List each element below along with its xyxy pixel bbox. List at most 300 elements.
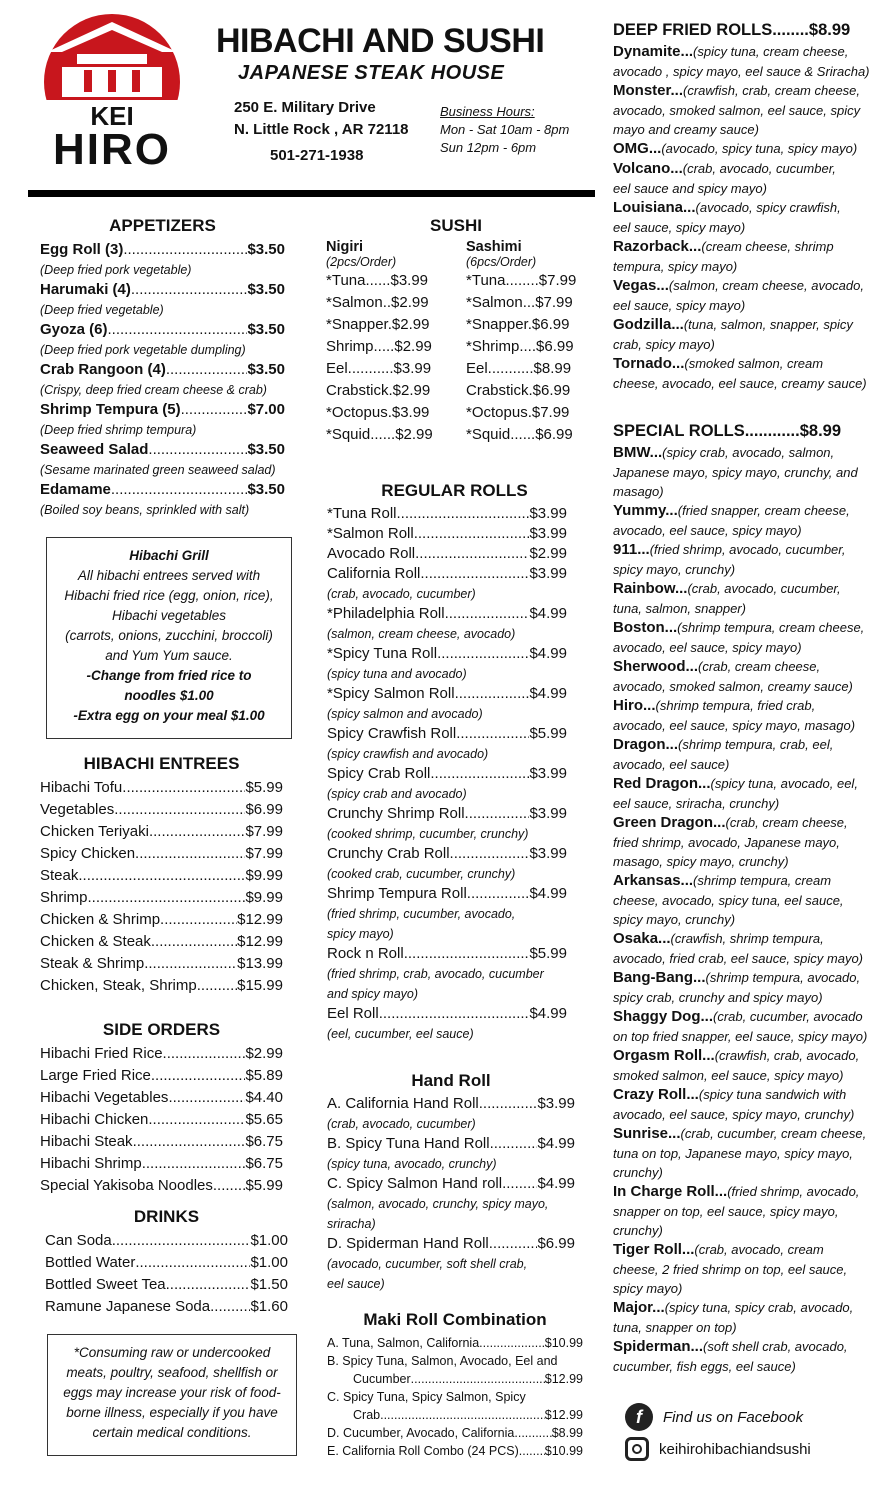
special-roll xyxy=(613,1124,881,1144)
sushi-row xyxy=(326,336,586,358)
drink-item-price: $1.00 xyxy=(250,1254,288,1271)
nigiri-item: Eel...........$3.99 xyxy=(326,360,432,377)
special-roll xyxy=(613,540,881,560)
special-roll-desc-line: avocado, eel sauce, spicy mayo, crunchy) xyxy=(613,1107,855,1122)
deep-fried-roll xyxy=(613,237,878,257)
regular-roll-item xyxy=(327,944,567,964)
sashimi-item: *Squid......$6.99 xyxy=(466,426,573,443)
appetizer-item-price: $3.50 xyxy=(247,481,285,498)
special-roll-desc-line: cheese, avocado, spicy tuna, eel sauce, xyxy=(613,893,844,908)
special-roll-desc-line: avocado, eel sauce, spicy mayo) xyxy=(613,523,802,538)
drink-item-name: Can Soda xyxy=(45,1232,112,1249)
drinks-section xyxy=(45,1207,288,1318)
regular-roll-item-price: $3.99 xyxy=(529,845,567,862)
regular-rolls-title: REGULAR ROLLS xyxy=(381,481,528,500)
appetizer-item-leader xyxy=(166,360,248,380)
appetizer-item-price: $7.00 xyxy=(247,401,285,418)
hand-roll-title: Hand Roll xyxy=(411,1071,491,1090)
sushi-list xyxy=(326,270,586,446)
appetizer-item-leader xyxy=(108,320,248,340)
appetizer-desc: (Deep fried pork vegetable) xyxy=(40,263,192,277)
entree-item xyxy=(40,909,283,931)
regular-roll-item xyxy=(327,684,567,704)
special-roll-desc-line: avocado, smoked salmon, creamy sauce) xyxy=(613,679,853,694)
entree-item-leader xyxy=(122,777,245,799)
hand-roll-item-price: $6.99 xyxy=(537,1235,575,1252)
special-roll-desc-line: snapper on top, eel sauce, spicy mayo, xyxy=(613,1204,839,1219)
nigiri-title: Nigiri xyxy=(326,239,364,255)
special-roll-desc: (shrimp tempura, fried crab, xyxy=(655,698,816,713)
side-item xyxy=(40,1087,283,1109)
drink-item xyxy=(45,1252,288,1274)
deep-fried-roll-desc-line: eel sauce, spicy mayo) xyxy=(613,220,746,235)
side-item-price: $2.99 xyxy=(245,1045,283,1062)
special-roll-desc-line: masago, spicy mayo, crunchy) xyxy=(613,854,789,869)
special-roll-name: Dragon... xyxy=(613,736,679,753)
side-item xyxy=(40,1065,283,1087)
regular-roll-item-leader xyxy=(456,724,529,744)
special-roll-name: Red Dragon... xyxy=(613,775,711,792)
drink-item-price: $1.50 xyxy=(250,1276,288,1293)
regular-roll-item-name: *Salmon Roll xyxy=(327,525,414,542)
nigiri-item: *Tuna......$3.99 xyxy=(326,272,429,289)
hand-roll-desc: (crab, avocado, cucumber) xyxy=(327,1117,476,1131)
deep-fried-list xyxy=(613,42,878,393)
side-item-price: $5.99 xyxy=(245,1177,283,1194)
special-roll-desc-line: Japanese mayo, spicy mayo, crunchy, and xyxy=(613,465,858,480)
warning-line2: meats, poultry, seafood, shellfish or xyxy=(66,1365,278,1380)
appetizer-item-name: Crab Rangoon (4) xyxy=(40,361,166,378)
regular-roll-item-leader xyxy=(414,524,530,544)
hand-roll-item-leader xyxy=(489,1234,538,1254)
drink-item xyxy=(45,1230,288,1252)
special-roll-desc-line: spicy mayo, crunchy) xyxy=(613,562,736,577)
entree-item-price: $7.99 xyxy=(245,823,283,840)
special-roll-desc-line: spicy crab, crunchy and spicy mayo) xyxy=(613,990,823,1005)
regular-roll-item-name: Rock n Roll xyxy=(327,945,404,962)
appetizer-item-leader xyxy=(181,400,248,420)
maki-option-c-line1: C. Spicy Tuna, Spicy Salmon, Spicy xyxy=(327,1390,526,1404)
special-roll-desc-line: tuna, salmon, snapper) xyxy=(613,601,746,616)
regular-roll-item-name: Crunchy Shrimp Roll xyxy=(327,805,465,822)
special-roll-desc: (crawfish, shrimp tempura, xyxy=(670,931,824,946)
hibachi-grill-line8: -Extra egg on your meal $1.00 xyxy=(73,708,265,723)
hand-roll-item xyxy=(327,1134,575,1154)
deep-fried-roll-desc: (crab, avocado, cucumber, xyxy=(682,161,836,176)
regular-roll-item-price: $5.99 xyxy=(529,945,567,962)
sushi-row xyxy=(326,424,586,446)
appetizers-section xyxy=(40,216,285,520)
nigiri-item: *Salmon..$2.99 xyxy=(326,294,429,311)
sashimi-item: *Shrimp....$6.99 xyxy=(466,338,574,355)
entree-item-price: $7.99 xyxy=(245,845,283,862)
entree-item xyxy=(40,953,283,975)
appetizer-item xyxy=(40,240,285,260)
special-roll-desc: (shrimp tempura, cream cheese, xyxy=(677,620,865,635)
appetizer-item-price: $3.50 xyxy=(247,441,285,458)
side-item-leader xyxy=(163,1043,246,1065)
special-roll-name: Yummy... xyxy=(613,502,678,519)
hand-roll-desc: (salmon, avocado, crunchy, spicy mayo, xyxy=(327,1197,549,1211)
nigiri-item: Shrimp.....$2.99 xyxy=(326,338,432,355)
regular-roll-item xyxy=(327,1004,567,1024)
drink-item-leader xyxy=(112,1230,251,1252)
deep-fried-rolls-section xyxy=(613,22,878,393)
special-roll-name: Arkansas... xyxy=(613,872,694,889)
side-item-leader xyxy=(142,1153,246,1175)
entree-item xyxy=(40,821,283,843)
entree-item xyxy=(40,887,283,909)
regular-roll-item xyxy=(327,844,567,864)
regular-roll-item-leader xyxy=(445,604,530,624)
sashimi-item: Eel...........$8.99 xyxy=(466,360,572,377)
special-roll-desc-line: masago) xyxy=(613,484,664,499)
hand-roll-item-name: C. Spicy Salmon Hand roll xyxy=(327,1175,503,1192)
special-roll-name: 911... xyxy=(613,541,650,558)
regular-roll-desc: (spicy salmon and avocado) xyxy=(327,707,483,721)
special-roll-desc-line: tuna, snapper on top) xyxy=(613,1320,737,1335)
sashimi-item: *Snapper.$6.99 xyxy=(466,316,570,333)
side-orders-section xyxy=(40,1020,283,1197)
special-roll xyxy=(613,696,881,716)
warning-line5: certain medical conditions. xyxy=(92,1425,252,1440)
drink-item-name: Bottled Sweet Tea xyxy=(45,1276,166,1293)
special-roll-desc-line: smoked salmon, eel sauce, spicy mayo) xyxy=(613,1068,844,1083)
regular-roll-item-name: Shrimp Tempura Roll xyxy=(327,885,467,902)
special-roll-desc: (crab, avocado, cucumber, xyxy=(687,581,841,596)
deep-fried-roll-name: Dynamite... xyxy=(613,43,694,60)
entree-item-name: Vegetables xyxy=(40,801,115,818)
special-roll-desc: (spicy tuna, spicy crab, avocado, xyxy=(664,1300,854,1315)
regular-roll-item-price: $3.99 xyxy=(529,505,567,522)
hand-roll-desc: (avocado, cucumber, soft shell crab, xyxy=(327,1257,528,1271)
regular-roll-item-leader xyxy=(404,944,530,964)
special-roll-desc-line: avocado, eel sauce, spicy mayo) xyxy=(613,640,802,655)
special-roll xyxy=(613,1182,881,1202)
side-orders-title: SIDE ORDERS xyxy=(102,1020,221,1039)
hand-roll-desc: sriracha) xyxy=(327,1217,376,1231)
appetizer-item xyxy=(40,360,285,380)
warning-line1: *Consuming raw or undercooked xyxy=(73,1345,271,1360)
deep-fried-roll-desc-line: eel sauce and spicy mayo) xyxy=(613,181,767,196)
special-roll-desc-line: cucumber, fish eggs, eel sauce) xyxy=(613,1359,796,1374)
entree-item-name: Chicken & Shrimp xyxy=(40,911,161,928)
regular-roll-item-price: $2.99 xyxy=(529,545,567,562)
special-roll-desc-line: crunchy) xyxy=(613,1223,663,1238)
regular-roll-item xyxy=(327,764,567,784)
regular-roll-item-leader xyxy=(430,764,529,784)
special-roll-desc: (crawfish, crab, avocado, xyxy=(714,1048,860,1063)
deep-fried-roll-name: Monster... xyxy=(613,82,684,99)
regular-roll-desc: and spicy mayo) xyxy=(327,987,419,1001)
deep-fried-roll xyxy=(613,354,878,374)
sushi-row xyxy=(326,270,586,292)
regular-roll-item xyxy=(327,604,567,624)
sushi-row xyxy=(326,358,586,380)
entree-item-leader xyxy=(114,799,245,821)
deep-fried-roll-name: Tornado... xyxy=(613,355,685,372)
drink-item xyxy=(45,1296,288,1318)
entree-item-name: Steak xyxy=(40,867,79,884)
regular-roll-item-price: $3.99 xyxy=(529,805,567,822)
appetizer-item-leader xyxy=(111,480,248,500)
entree-item-price: $9.99 xyxy=(245,889,283,906)
side-item-price: $6.75 xyxy=(245,1155,283,1172)
special-roll-name: Spiderman... xyxy=(613,1338,704,1355)
side-item-name: Hibachi Chicken xyxy=(40,1111,149,1128)
regular-roll-item-name: Spicy Crab Roll xyxy=(327,765,431,782)
hibachi-grill-line6: -Change from fried rice to xyxy=(86,668,252,683)
entree-item-name: Chicken Teriyaki xyxy=(40,823,149,840)
nigiri-item: Crabstick.$2.99 xyxy=(326,382,431,399)
instagram-link[interactable] xyxy=(625,1437,875,1461)
nigiri-item: *Snapper.$2.99 xyxy=(326,316,430,333)
hibachi-grill-line4: (carrots, onions, zucchini, broccoli) xyxy=(65,628,273,643)
warning-line4: borne illness, especially if you have xyxy=(66,1405,278,1420)
regular-roll-desc: (spicy crawfish and avocado) xyxy=(327,747,489,761)
regular-roll-item-price: $4.99 xyxy=(529,685,567,702)
special-roll-name: Boston... xyxy=(613,619,678,636)
special-roll xyxy=(613,657,881,677)
regular-roll-item xyxy=(327,724,567,744)
special-roll xyxy=(613,871,881,891)
regular-roll-item-leader xyxy=(379,1004,530,1024)
maki-title: Maki Roll Combination xyxy=(363,1310,547,1329)
maki-option-a: A. Tuna, Salmon, California ..... $10.99 xyxy=(327,1334,583,1352)
deep-fried-roll-name: OMG... xyxy=(613,140,662,157)
hours-title: Business Hours: xyxy=(440,104,535,119)
regular-roll-item-price: $3.99 xyxy=(529,565,567,582)
sushi-subheadings xyxy=(326,255,586,269)
regular-roll-desc: (cooked shrimp, cucumber, crunchy) xyxy=(327,827,529,841)
hand-roll-desc: eel sauce) xyxy=(327,1277,385,1291)
regular-roll-item-leader xyxy=(396,504,529,524)
regular-roll-item xyxy=(327,804,567,824)
special-roll-desc: (fried shrimp, avocado, cucumber, xyxy=(649,542,846,557)
special-roll-name: Orgasm Roll... xyxy=(613,1047,715,1064)
side-item-price: $5.89 xyxy=(245,1067,283,1084)
side-orders-list xyxy=(40,1043,283,1197)
hand-roll-item-price: $3.99 xyxy=(537,1095,575,1112)
side-item xyxy=(40,1153,283,1175)
special-roll xyxy=(613,735,881,755)
regular-roll-item xyxy=(327,564,567,584)
special-roll-name: Bang-Bang... xyxy=(613,969,706,986)
facebook-icon: f xyxy=(625,1403,653,1431)
regular-roll-item xyxy=(327,644,567,664)
side-item-leader xyxy=(148,1109,245,1131)
deep-fried-roll-desc: (cream cheese, shrimp xyxy=(701,239,834,254)
special-roll xyxy=(613,579,881,599)
entree-item-leader xyxy=(135,843,245,865)
deep-fried-roll-desc: (avocado, spicy tuna, spicy mayo) xyxy=(661,141,858,156)
special-roll-desc: (crab, cucumber, cream cheese, xyxy=(680,1126,867,1141)
drink-item-leader xyxy=(135,1252,250,1274)
phone-number: 501-271-1938 xyxy=(270,147,364,164)
special-roll-name: Sunrise... xyxy=(613,1125,681,1142)
appetizer-item xyxy=(40,280,285,300)
special-roll xyxy=(613,1240,881,1260)
deep-fried-roll-name: Louisiana... xyxy=(613,199,696,216)
special-roll-name: Tiger Roll... xyxy=(613,1241,695,1258)
special-roll xyxy=(613,1007,881,1027)
regular-roll-item-name: *Philadelphia Roll xyxy=(327,605,445,622)
special-roll xyxy=(613,1046,881,1066)
special-roll-desc: (spicy tuna, avocado, eel, xyxy=(710,776,858,791)
restaurant-subtitle: JAPANESE STEAK HOUSE xyxy=(238,62,505,84)
special-roll-desc-line: spicy mayo, crunchy) xyxy=(613,912,736,927)
side-item-name: Hibachi Shrimp xyxy=(40,1155,142,1172)
appetizer-item-leader xyxy=(148,440,247,460)
special-roll xyxy=(613,774,881,794)
deep-fried-roll xyxy=(613,198,878,218)
sashimi-item: Crabstick.$6.99 xyxy=(466,382,571,399)
hibachi-grill-line3: Hibachi vegetables xyxy=(111,608,227,623)
sushi-row xyxy=(326,292,586,314)
side-item-name: Large Fried Rice xyxy=(40,1067,151,1084)
hand-roll-item-name: D. Spiderman Hand Roll xyxy=(327,1235,489,1252)
side-item-leader xyxy=(168,1087,245,1109)
deep-fried-roll-desc-line: eel sauce, spicy mayo) xyxy=(613,298,746,313)
hibachi-entrees-title: HIBACHI ENTREES xyxy=(83,754,240,773)
drink-item-leader xyxy=(210,1296,250,1318)
maki-option-e: E. California Roll Combo (24 PCS) ..... $10.99 xyxy=(327,1442,583,1460)
special-roll-name: Osaka... xyxy=(613,930,671,947)
drink-item-price: $1.00 xyxy=(250,1232,288,1249)
sushi-row xyxy=(326,402,586,424)
business-hours xyxy=(440,103,569,157)
regular-roll-item-name: Crunchy Crab Roll xyxy=(327,845,450,862)
entree-item xyxy=(40,931,283,953)
food-safety-warning xyxy=(47,1334,297,1456)
sashimi-subtitle: (6pcs/Order) xyxy=(466,255,537,269)
regular-roll-item xyxy=(327,524,567,544)
regular-roll-item-price: $4.99 xyxy=(529,885,567,902)
regular-roll-item-price: $3.99 xyxy=(529,525,567,542)
appetizer-item-name: Gyoza (6) xyxy=(40,321,108,338)
regular-roll-item-price: $3.99 xyxy=(529,765,567,782)
drinks-title: DRINKS xyxy=(133,1207,200,1226)
appetizer-item xyxy=(40,440,285,460)
deep-fried-roll-desc: (spicy tuna, cream cheese, xyxy=(693,44,849,59)
entree-item-name: Shrimp xyxy=(40,889,88,906)
special-roll xyxy=(613,1085,881,1105)
appetizer-desc: (Boiled soy beans, sprinkled with salt) xyxy=(40,503,250,517)
deep-fried-roll-desc: (crawfish, crab, cream cheese, xyxy=(683,83,861,98)
address xyxy=(234,97,409,141)
appetizer-desc: (Deep fried shrimp tempura) xyxy=(40,423,197,437)
warning-line3: eggs may increase your risk of food- xyxy=(63,1385,281,1400)
regular-roll-item-name: *Spicy Tuna Roll xyxy=(327,645,438,662)
regular-roll-item-leader xyxy=(437,644,529,664)
entree-item-leader xyxy=(197,975,237,997)
drink-item-name: Bottled Water xyxy=(45,1254,136,1271)
sashimi-item: *Salmon...$7.99 xyxy=(466,294,573,311)
entree-item xyxy=(40,843,283,865)
regular-roll-desc: (crab, avocado, cucumber) xyxy=(327,587,476,601)
hibachi-grill-box xyxy=(46,537,292,739)
deep-fried-roll xyxy=(613,276,878,296)
maki-combo-section xyxy=(327,1310,583,1460)
special-roll-desc-line: avocado, eel sauce, spicy mayo, masago) xyxy=(613,718,856,733)
special-roll-name: Major... xyxy=(613,1299,665,1316)
deep-fried-roll xyxy=(613,81,878,101)
hand-roll-item-leader xyxy=(490,1134,538,1154)
special-roll-desc: (crab, cream cheese, xyxy=(698,659,821,674)
deep-fried-roll-desc-line: cheese, avocado, eel sauce, creamy sauce) xyxy=(613,376,867,391)
regular-roll-desc: (eel, cucumber, eel sauce) xyxy=(327,1027,474,1041)
special-roll-desc-line: tuna on top, Japanese mayo, spicy mayo, xyxy=(613,1146,853,1161)
special-roll xyxy=(613,443,881,463)
entree-item-name: Chicken & Steak xyxy=(40,933,151,950)
sushi-title: SUSHI xyxy=(430,216,482,235)
deep-fried-roll xyxy=(613,42,878,62)
special-roll-desc: (shrimp tempura, avocado, xyxy=(705,970,861,985)
regular-roll-desc: (spicy tuna and avocado) xyxy=(327,667,467,681)
appetizer-item-name: Seaweed Salad xyxy=(40,441,149,458)
entree-item-price: $9.99 xyxy=(245,867,283,884)
social-links xyxy=(625,1403,875,1461)
entree-item-leader xyxy=(151,931,237,953)
deep-fried-roll xyxy=(613,139,878,159)
regular-roll-desc: (cooked crab, cucumber, crunchy) xyxy=(327,867,516,881)
hand-roll-item-name: A. California Hand Roll xyxy=(327,1095,479,1112)
hibachi-entrees-list xyxy=(40,777,283,997)
special-roll-desc-line: avocado, fried crab, eel sauce, spicy mayo) xyxy=(613,951,864,966)
appetizer-item-leader xyxy=(123,240,247,260)
appetizer-item-price: $3.50 xyxy=(247,241,285,258)
deep-fried-roll-desc-line: avocado, smoked salmon, eel sauce, spicy xyxy=(613,103,861,118)
regular-roll-item-leader xyxy=(450,844,530,864)
special-roll-desc: (fried snapper, cream cheese, xyxy=(677,503,850,518)
entree-item-leader xyxy=(78,865,245,887)
address-line2: N. Little Rock , AR 72118 xyxy=(234,121,409,138)
regular-roll-desc: (salmon, cream cheese, avocado) xyxy=(327,627,516,641)
appetizer-desc: (Deep fried vegetable) xyxy=(40,303,164,317)
facebook-link[interactable] xyxy=(625,1403,875,1431)
instagram-text: keihirohibachiandsushi xyxy=(659,1440,811,1458)
regular-roll-item xyxy=(327,884,567,904)
appetizer-item-name: Shrimp Tempura (5) xyxy=(40,401,181,418)
appetizer-item-name: Harumaki (4) xyxy=(40,281,131,298)
special-roll-desc-line: cheese, 2 fried shrimp on top, eel sauce, xyxy=(613,1262,848,1277)
appetizer-item-leader xyxy=(131,280,248,300)
appetizer-item xyxy=(40,320,285,340)
special-roll xyxy=(613,1298,881,1318)
drinks-list xyxy=(45,1230,288,1318)
special-roll-desc-line: crunchy) xyxy=(613,1165,663,1180)
side-item xyxy=(40,1043,283,1065)
hibachi-grill-line2: Hibachi fried rice (egg, onion, rice), xyxy=(64,588,274,603)
deep-fried-roll xyxy=(613,159,878,179)
side-item-leader xyxy=(213,1175,246,1197)
entree-item-name: Hibachi Tofu xyxy=(40,779,123,796)
appetizer-desc: (Crispy, deep fried cream cheese & crab) xyxy=(40,383,267,397)
regular-roll-desc: (fried shrimp, crab, avocado, cucumber xyxy=(327,967,544,981)
deep-fried-roll-name: Vegas... xyxy=(613,277,669,294)
regular-roll-item-leader xyxy=(455,684,530,704)
sushi-row xyxy=(326,380,586,402)
address-line1: 250 E. Military Drive xyxy=(234,99,376,116)
entree-item-leader xyxy=(149,821,246,843)
deep-fried-roll-desc: (salmon, cream cheese, avocado, xyxy=(668,278,864,293)
entree-item-price: $12.99 xyxy=(237,933,283,950)
drink-item xyxy=(45,1274,288,1296)
appetizer-item-price: $3.50 xyxy=(247,321,285,338)
deep-fried-roll-desc-line: mayo and creamy sauce) xyxy=(613,122,759,137)
nigiri-subtitle: (2pcs/Order) xyxy=(326,255,397,269)
appetizer-item xyxy=(40,480,285,500)
